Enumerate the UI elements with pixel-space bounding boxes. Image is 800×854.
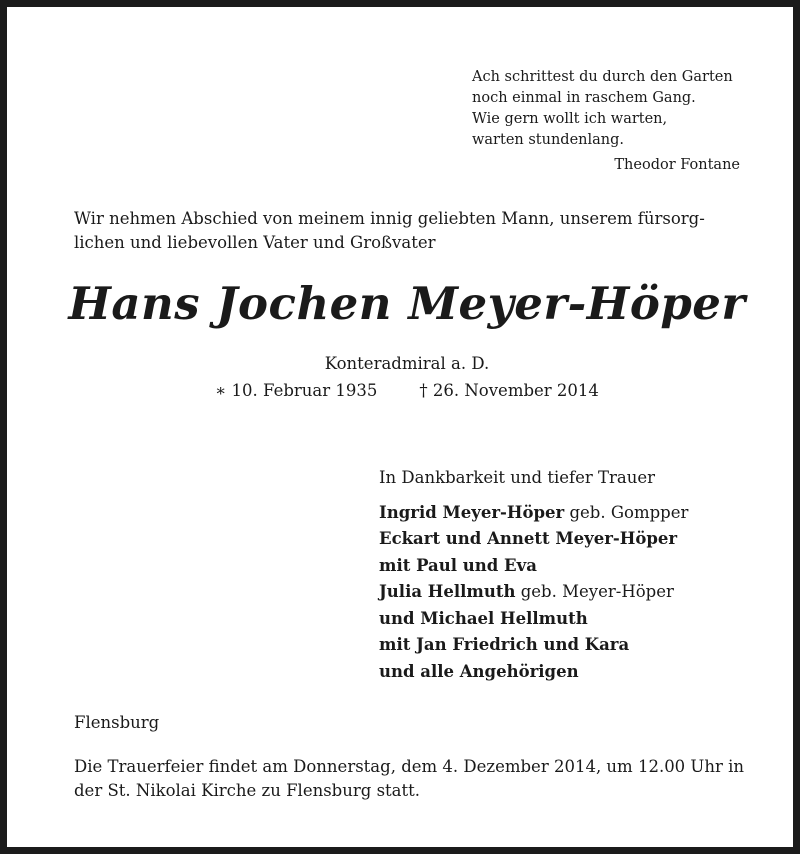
death-date: † 26. November 2014: [419, 381, 599, 400]
place-name: Flensburg: [74, 713, 160, 732]
mourner-entry: [379, 632, 759, 659]
ceremony-info: [74, 755, 744, 803]
mourners-list: [379, 465, 759, 685]
mourner-entry: [379, 606, 759, 633]
poem-line: Wie gern wollt ich warten,: [472, 111, 668, 127]
mourners-heading: In Dankbarkeit und tiefer Trauer: [379, 468, 656, 487]
poem-line: Ach schrittest du durch den Garten: [472, 69, 733, 85]
mourner-name: und alle Angehörigen: [379, 661, 579, 681]
mourner-entry: [379, 579, 759, 606]
poem-line: warten stundenlang.: [472, 132, 625, 148]
mourner-note: geb. Meyer-Höper: [515, 582, 674, 601]
mourner-entry: [379, 526, 759, 553]
mourner-name: und Michael Hellmuth: [379, 608, 588, 628]
poem-author: Theodor Fontane: [614, 157, 740, 173]
deceased-title: Konteradmiral a. D.: [324, 354, 490, 373]
life-dates: [7, 381, 800, 400]
ceremony-line: der St. Nikolai Kirche zu Flensburg statt.: [74, 781, 421, 800]
mourner-name: mit Jan Friedrich und Kara: [379, 635, 630, 654]
mourner-name: Eckart und Annett Meyer-Höper: [379, 529, 678, 548]
mourner-name: Julia Hellmuth: [379, 582, 516, 601]
poem-quote: [472, 67, 740, 176]
mourner-name: mit Paul und Eva: [379, 555, 537, 575]
intro-text: [74, 207, 740, 255]
deceased-name: Hans Jochen Meyer-Höper: [68, 277, 746, 330]
mourner-entry: [379, 553, 759, 580]
birth-date: ∗ 10. Februar 1935: [215, 381, 378, 400]
intro-line: Wir nehmen Abschied von meinem innig geliebten Mann, unserem fürsorg-: [74, 209, 705, 228]
mourner-entry: [379, 659, 759, 686]
mourner-note: geb. Gompper: [564, 502, 689, 522]
mourner-name: Ingrid Meyer-Höper: [379, 502, 565, 522]
mourner-entry: [379, 500, 759, 527]
poem-line: noch einmal in raschem Gang.: [472, 90, 696, 106]
ceremony-line: Die Trauerfeier findet am Donnerstag, dem 4. Dezember 2014, um 12.00 Uhr in: [74, 757, 744, 776]
intro-line: lichen und liebevollen Vater und Großvater: [74, 233, 436, 252]
